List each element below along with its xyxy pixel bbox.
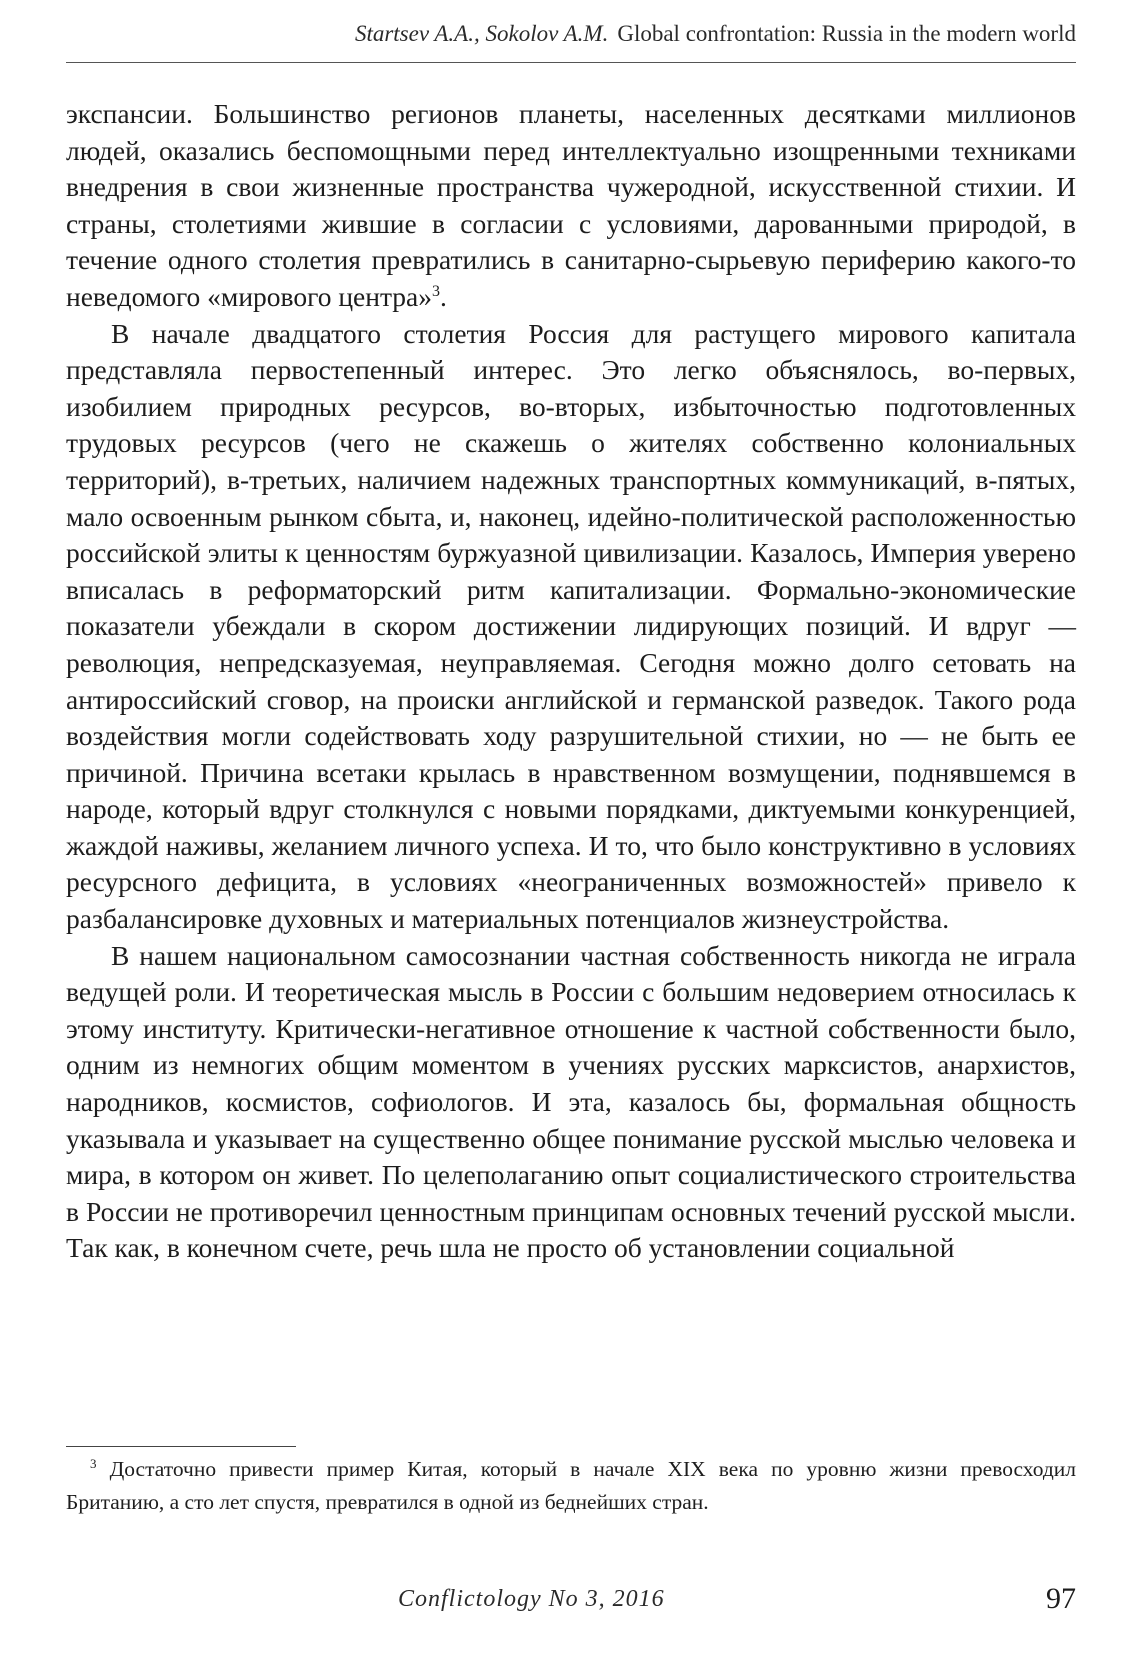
- paragraph-1-text: экспансии. Большинство регионов планеты, населенных десятками миллионов людей, оказались беспомощными перед интеллектуально изощренными техниками внедрения в свои жизненные пространства чужеродной, искусственной стихии. И страны, столетиями жившие в согласии с условиями, дарованными природой, в течение одного столетия превратились в санитарно-сырьевую периферию какого-то неведомого «мирового центра»: [66, 98, 1076, 312]
- paragraph-1-tail: .: [440, 280, 447, 312]
- main-text: [66, 96, 1076, 1267]
- paragraph-1: [66, 96, 1076, 316]
- footnote-ref[interactable]: 3: [432, 282, 441, 300]
- page-footer: [66, 1582, 1076, 1622]
- paragraph-3: В нашем национальном самосознании частная собственность никогда не играла ведущей роли. И теоретическая мысль в России с большим недоверием относилась к этому институту. Критически-негативное отношение к частной собственности было, одним из немногих общим моментом в учениях русских марксистов, анархистов, народников, космистов, софиологов. И эта, казалось бы, формальная общность указывала и указывает на существенно общее понимание русской мыслью человека и мира, в котором он живет. По целеполаганию опыт социалистического строительства в России не противоречил ценностным принципам основных течений русской мысли. Так как, в конечном счете, речь шла не просто об установлении социальной: [66, 939, 1076, 1264]
- header-divider: [66, 62, 1076, 63]
- footnote-number: 3: [90, 1455, 97, 1471]
- footnote-text: Достаточно привести пример Китая, который в начале XIX века по уровню жизни превосходил Британию, а сто лет спустя, превратился в одной из беднейших стран.: [66, 1457, 1076, 1514]
- header-authors: Startsev A.A., Sokolov A.M.: [354, 21, 609, 46]
- journal-name: Conflictology No 3, 2016: [398, 1586, 665, 1612]
- footnote-divider: [66, 1446, 296, 1447]
- page-number: 97: [1046, 1582, 1076, 1615]
- paragraph-2: В начале двадцатого столетия Россия для растущего мирового капитала представляла первостепенный интерес. Это легко объяснялось, во-первых, изобилием природных ресурсов, во-вторых, избыточностью подготовленных трудовых ресурсов (чего не скажешь о жителях собственно колониальных территорий), в-третьих, наличием надежных транспортных коммуникаций, в-пятых, мало освоенным рынком сбыта, и, наконец, идейно-политической расположенностью российской элиты к ценностям буржуазной цивилизации. Казалось, Империя уверено вписалась в реформаторский ритм капитализации. Формально-экономические показатели убеждали в скором достижении лидирующих позиций. И вдруг — революция, непредсказуемая, неуправляемая. Сегодня можно долго сетовать на антироссийский сговор, на происки английской и германской разведок. Такого рода воздействия могли содействовать ходу разрушительной стихии, но — не быть ее причиной. Причина всетаки крылась в нравственном возмущении, поднявшемся в народе, который вдруг столкнулся с новыми порядками, диктуемыми конкуренцией, жаждой наживы, желанием личного успеха. И то, что было конструктивно в условиях ресурсного дефицита, в условиях «неограниченных возможностей» привело к разбалансировке духовных и материальных потенциалов жизнеустройства.: [66, 317, 1076, 935]
- running-header: [66, 14, 1076, 54]
- header-title: Global confrontation: Russia in the modern world: [617, 21, 1076, 46]
- footnote: [66, 1453, 1076, 1519]
